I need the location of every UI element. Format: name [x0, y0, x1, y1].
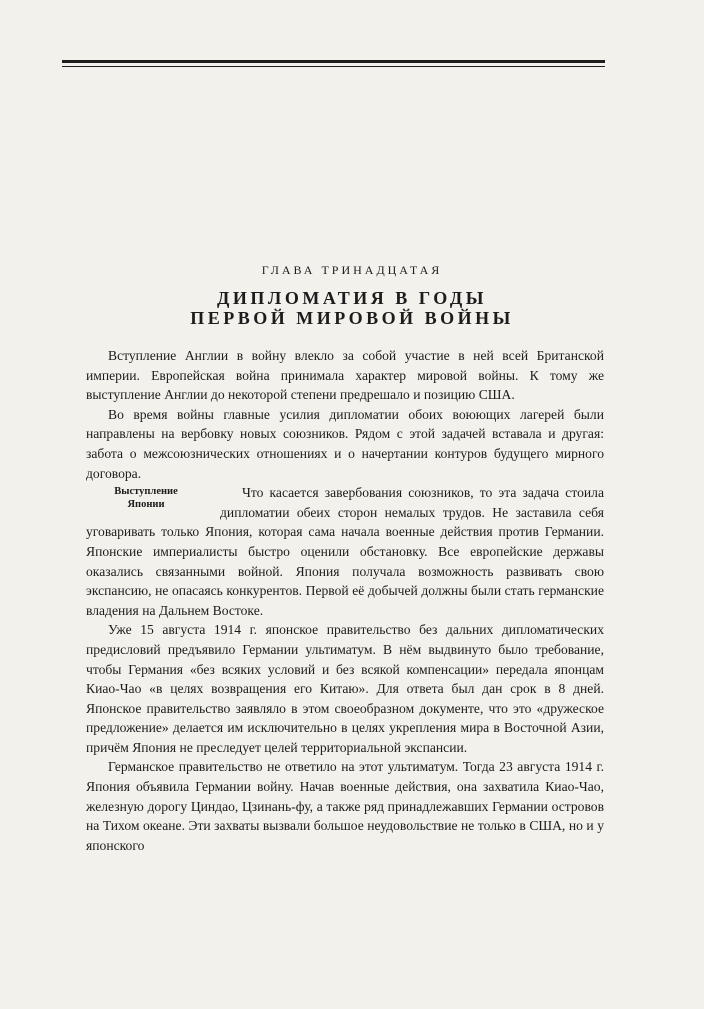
header-rule-thick: [62, 60, 605, 63]
chapter-label: ГЛАВА ТРИНАДЦАТАЯ: [261, 263, 443, 277]
chapter-title-line-2: ПЕРВОЙ МИРОВОЙ ВОЙНЫ: [190, 308, 514, 328]
chapter-title-line-1: ДИПЛОМАТИЯ В ГОДЫ: [217, 288, 487, 308]
chapter-title: [0, 288, 704, 328]
paragraph-5: Германское правительство не ответило на этот ультиматум. Тогда 23 августа 1914 г. Япония объявила Германии войну. Начав военные действия, она захватила Киао-Чао, железную дорогу Циндао, Цзинань-фу, а также ряд принадлежавших Германии островов на Тихом океане. Эти захваты вызвали большое неудовольствие не только в США, но и у японского: [86, 759, 604, 853]
margin-note-line-1: Выступление: [114, 486, 178, 498]
paragraph-1: Вступление Англии в войну влекло за собой участие в ней всей Британской империи. Европейская война принимала характер мировой войны. К тому же выступление Англии до некоторой степени предрешало и позицию США.: [86, 348, 604, 403]
header-rule-thin: [62, 66, 605, 67]
paragraph-4: Уже 15 августа 1914 г. японское правительство без дальних дипломатических предисловий предъявило Германии ультиматум. В нём выдвинуто было требование, чтобы Германия «без всяких условий и без всякой компенсации» передала японцам Киао-Чао «в целях возвращения его Китаю». Для ответа был дан срок в 8 дней. Японское правительство заявляло в этом своеобразном документе, что это «дружеское предложение» делается им исключительно в целях укрепления мира в Восточной Азии, причём Япония не преследует целей территориальной экспансии.: [86, 622, 604, 755]
paragraph-2: Во время войны главные усилия дипломатии обоих воюющих лагерей были направлены на вербовку новых союзников. Рядом с этой задачей вставала и другая: забота о межсоюзнических отношениях и о начертании контуров будущего мирного договора.: [86, 406, 604, 481]
margin-note-line-2: Японии: [127, 499, 165, 511]
paragraph-3: Что касается завербования союзников, то эта задача стоила дипломатии обеих сторон немалых трудов. Не заставила себя уговаривать только Япония, которая сама начала военные действия против Германии. Японские империалисты быстро оценили обстановку. Все европейские державы оказались связанными войной. Япония получала возможность развивать свою экспансию, не опасаясь конкурентов. Первой её добычей должны были стать германские владения на Дальнем Востоке.: [86, 485, 604, 618]
margin-note: [82, 485, 210, 511]
body-text: [86, 346, 604, 855]
